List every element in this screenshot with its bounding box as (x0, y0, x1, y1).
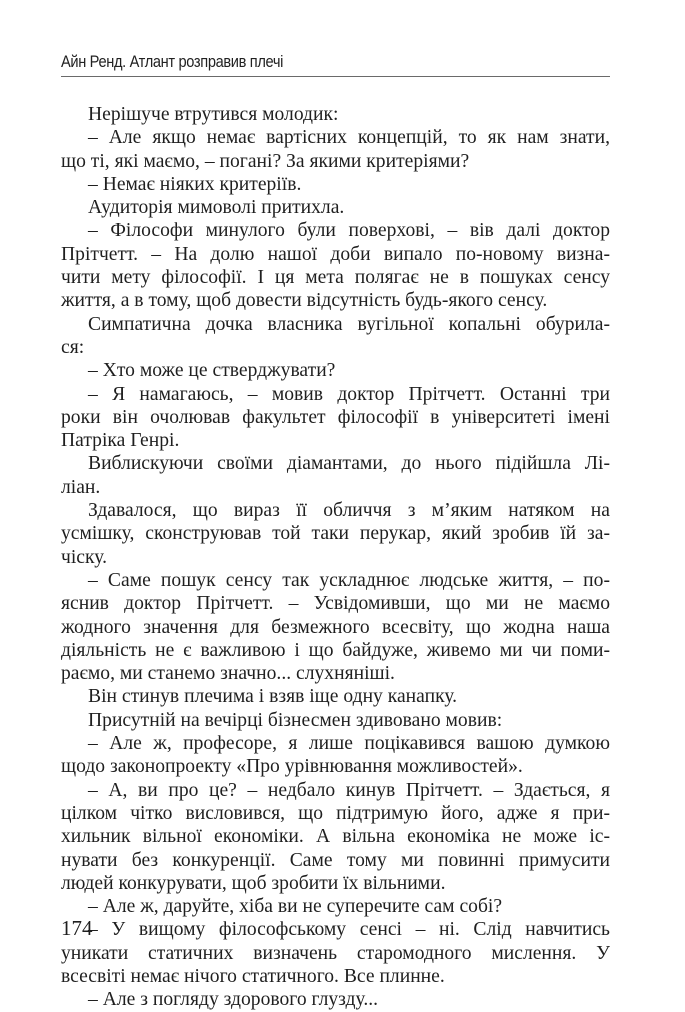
text-line: – Хто може це стверджувати? (88, 360, 336, 382)
text-line: – Але з погляду здорового глузду... (88, 989, 379, 1011)
text-line: хильник вільної економіки. А вільна економіка не може іс- (61, 826, 610, 848)
text-line: – Але ж, даруйте, хіба ви не суперечите сам собі? (88, 896, 503, 918)
body-text (61, 103, 610, 1012)
header-rule (61, 76, 610, 77)
text-line: Симпатична дочка власника вугільної копальні обурила- (88, 313, 610, 335)
text-line: Здавалося, що вираз її обличчя з м’яким натяком на (88, 500, 610, 522)
text-line: – Я намагаюсь, – мовив доктор Прітчетт. Останні три (88, 383, 610, 405)
text-line: діяльність не є важливою і що байдуже, живемо ми чи поми- (61, 639, 610, 661)
text-line: цілком чітко висловився, що підтримую його, адже я при- (61, 802, 610, 824)
text-line: щодо законопроекту «Про урівнювання можливостей». (61, 756, 523, 778)
text-line: чити мету філософії. І ця мета полягає не в пошуках сенсу (61, 267, 610, 289)
text-line: життя, а в тому, щоб довести відсутність будь-якого сенсу. (61, 290, 548, 312)
text-line: Присутній на вечірці бізнесмен здивовано мовив: (88, 709, 503, 731)
text-line: раємо, ми станемо значно... слухняніші. (61, 663, 395, 685)
text-line: – Філософи минулого були поверхові, – вів далі доктор (88, 220, 610, 242)
text-line: Патріка Генрі. (61, 430, 180, 452)
text-line: Він стинув плечима і взяв іще одну канапку. (88, 686, 458, 708)
text-line: – Саме пошук сенсу так ускладнює людське життя, – по- (88, 569, 610, 591)
text-line: чіску. (61, 546, 107, 568)
text-line: Аудиторія мимоволі притихла. (88, 197, 345, 219)
text-line: людей конкурувати, щоб зробити їх вільними. (61, 872, 446, 894)
text-line: жодного значення для безмежного всесвіту, що жодна наша (61, 616, 610, 638)
text-line: ся: (61, 336, 85, 358)
text-line: Виблискуючи своїми діамантами, до нього підійшла Лі- (88, 453, 610, 475)
text-line: – Але ж, професоре, я лише поцікавився вашою думкою (88, 733, 610, 755)
text-line: нувати без конкуренції. Саме тому ми повинні примусити (61, 849, 610, 871)
text-line: – Але якщо немає вартісних концепцій, то як нам знати, (88, 127, 610, 149)
text-line: ліан. (61, 476, 101, 498)
text-line: роки він очолював факультет філософії в університеті імені (61, 406, 610, 428)
text-line: уникати статичних визначень старомодного мислення. У (61, 942, 610, 964)
text-line: – А, ви про це? – недбало кинув Прітчетт. – Здається, я (88, 779, 610, 801)
text-line: яснив доктор Прітчетт. – Усвідомивши, що ми не маємо (61, 593, 610, 615)
page-number: 174 (61, 916, 93, 940)
running-head: Айн Ренд. Атлант розправив плечі (61, 52, 284, 71)
text-line: Нерішуче втрутився молодик: (88, 104, 339, 125)
text-line: – У вищому філософському сенсі – ні. Слід навчитись (88, 919, 610, 941)
text-line: всесвіті немає нічого статичного. Все плинне. (61, 965, 445, 987)
text-line: Прітчетт. – На долю нашої доби випало по-новому визна- (61, 243, 610, 265)
text-line: усмішку, сконструював той таки перукар, який зробив їй за- (61, 523, 610, 545)
text-line: – Немає ніяких критеріїв. (88, 173, 302, 195)
text-line: що ті, які маємо, – погані? За якими критеріями? (61, 150, 470, 172)
